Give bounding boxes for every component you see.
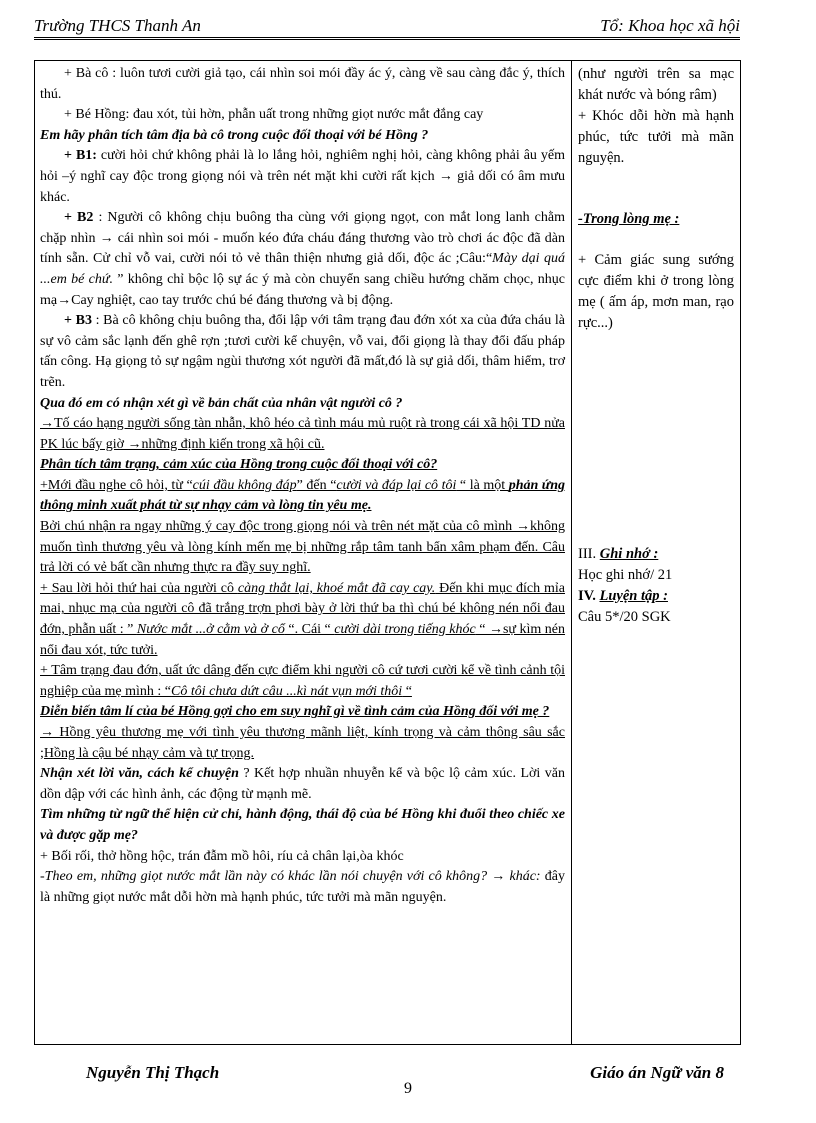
note: Học ghi nhớ/ 21 xyxy=(578,567,673,583)
paragraph: + B2 : Người cô không chịu buông tha cùng với giọng ngọt, con mắt long lanh chằm chặp nhìn → cái nhìn soi mói - muốn kéo đứa cháu đáng thương vào trò chơi ác độc đã dàn tính sẵn. Cử chỉ vỗ vai, cười nói tỏ vẻ thân thiện nhưng giả dối, độc ác ;Câu:“Mày dại quá ...em bé chứ. ” không chỉ bộc lộ sự ác ý mà còn chuyển sang chiều hướng chăm chọc, nhục mạ→Cay nghiệt, cao tay trước chú bé đáng thương và bị động. xyxy=(40,210,566,308)
paragraph: +Mới đầu nghe cô hỏi, từ “cúi đầu không đáp” đến “cười và đáp lại cô tôi “ là một phản ứng thông minh xuất phát từ sự nhạy cảm và lòng tin yêu mẹ. xyxy=(40,477,565,514)
note: + Khóc dỗi hờn mà hạnh phúc, tức tưởi mà mãn nguyện. xyxy=(578,108,734,166)
label: + B3 xyxy=(64,313,92,329)
group-name: Tổ: Khoa học xã hội xyxy=(600,16,740,35)
note: + Cảm giác sung sướng cực điểm khi ở trong lòng mẹ ( ấm áp, mơn man, rạo rực...) xyxy=(578,252,734,331)
note: (như người trên sa mạc khát nước và bóng râm) xyxy=(578,66,734,103)
lesson-table xyxy=(34,60,741,1045)
question: Diễn biến tâm lí của bé Hồng gợi cho em suy nghĩ gì về tình cảm của Hồng đối với mẹ ? xyxy=(40,704,550,720)
paragraph: →Tố cáo hạng người sống tàn nhẫn, khô héo cả tình máu mủ ruột rà trong cái xã hội TD nửa PK lúc bấy giờ →những định kiến trong xã hội cũ. xyxy=(40,416,565,452)
header-rule xyxy=(34,37,740,40)
label: + B1: xyxy=(64,148,97,164)
paragraph: -Theo em, những giọt nước mắt lần này có khác lần nói chuyện với cô không? → khác: đây là những giọt nước mắt dỗi hờn mà hạnh phúc, tức tưởi mà mãn nguyện. xyxy=(40,869,565,905)
author-name: Nguyễn Thị Thạch xyxy=(86,1063,220,1082)
question: Qua đó em có nhận xét gì về bản chất của nhân vật người cô ? xyxy=(40,395,403,411)
notes-column xyxy=(572,61,740,1044)
paragraph: + Bà cô : luôn tươi cười giả tạo, cái nhìn soi mói đầy ác ý, càng về sau càng đắc ý, thích thú. xyxy=(40,66,565,102)
label: + B2 xyxy=(64,210,94,226)
document-title: Giáo án Ngữ văn 8 xyxy=(590,1063,724,1082)
paragraph: + Sau lời hỏi thứ hai của người cô càng thắt lại, khoé mắt đã cay cay. Đến khi mục đích mỉa mai, nhục mạ của người cô đã trắng trợn phơi bày ở lời thứ ba thì chú bé không nén nổi đau đớn, phẫn uất : ” Nước mắt ...ở cằm và ở cổ “. Cái “ cười dài trong tiếng khóc “ →sự kìm nén nổi đau xót, tức tưởi. xyxy=(40,580,566,658)
section-heading: III. Ghi nhớ : xyxy=(578,546,659,562)
section-heading: -Trong lòng mẹ : xyxy=(578,211,680,227)
question: Phân tích tâm trạng, cảm xúc của Hồng trong cuộc đối thoại với cô? xyxy=(40,457,438,473)
paragraph: Nhận xét lời văn, cách kể chuyện ? Kết hợp nhuần nhuyễn kể và bộc lộ cảm xúc. Lời văn dồn dập với các hình ảnh, các động từ mạnh mẽ. xyxy=(40,766,565,802)
paragraph: + B1: cười hỏi chứ không phải là lo lắng hỏi, nghiêm nghị hỏi, càng không phải âu yếm hỏi –ý nghĩ cay độc trong giọng nói và trên nét mặt khi cười rất kịch → giả dối có âm mưu khác. xyxy=(40,148,565,205)
question: Em hãy phân tích tâm địa bà cô trong cuộc đối thoại với bé Hồng ? xyxy=(40,127,429,143)
paragraph: + Tâm trạng đau đớn, uất ức dâng đến cực điểm khi người cô cứ tươi cười kể về tình cảnh tội nghiệp của mẹ mình : “Cô tôi chưa dứt câu ...kì nát vụn mới thôi “ xyxy=(40,663,565,699)
school-name: Trường THCS Thanh An xyxy=(34,16,201,35)
note: Câu 5*/20 SGK xyxy=(578,609,671,625)
paragraph: + B3 : Bà cô không chịu buông tha, đổi lập với tâm trạng đau đớn xót xa của đứa cháu là sự vô cảm sắc lạnh đến ghê rợn ;tươi cười kể chuyện, vỗ vai, đổi giọng là thay đổi đấu pháp tấn công. Hạ giọng tỏ sự ngậm ngùi thương xót người đã mất,đó là sự giả dối, thâm hiểm, trơ trẽn. xyxy=(40,313,565,390)
section-heading: IV. Luyện tập : xyxy=(578,588,668,604)
paragraph: + Bé Hồng: đau xót, tủi hờn, phẫn uất trong những giọt nước mắt đắng cay xyxy=(64,107,484,123)
question: Tìm những từ ngữ thể hiện cử chỉ, hành động, thái độ của bé Hồng khi đuổi theo chiếc xe và được gặp mẹ? xyxy=(40,807,565,843)
paragraph: + Bối rối, thở hồng hộc, trán đẫm mồ hôi, ríu cả chân lại,òa khóc xyxy=(40,848,404,864)
page-number: 9 xyxy=(404,1080,412,1097)
paragraph: → Hồng yêu thương mẹ với tình yêu thương mãnh liệt, kính trọng và cảm thông sâu sắc ;Hồng là cậu bé nhạy cảm và tự trọng. xyxy=(40,725,565,761)
content-column xyxy=(35,61,572,1044)
paragraph: Bởi chú nhận ra ngay những ý cay độc trong giọng nói và trên nét mặt của cô mình →không muốn tình thương yêu và lòng kính mến mẹ bị những rắp tâm tanh bẩn xâm phạm đến. Câu trả lời có vẻ bất cần nhưng thực ra đầy suy nghĩ. xyxy=(40,519,565,576)
